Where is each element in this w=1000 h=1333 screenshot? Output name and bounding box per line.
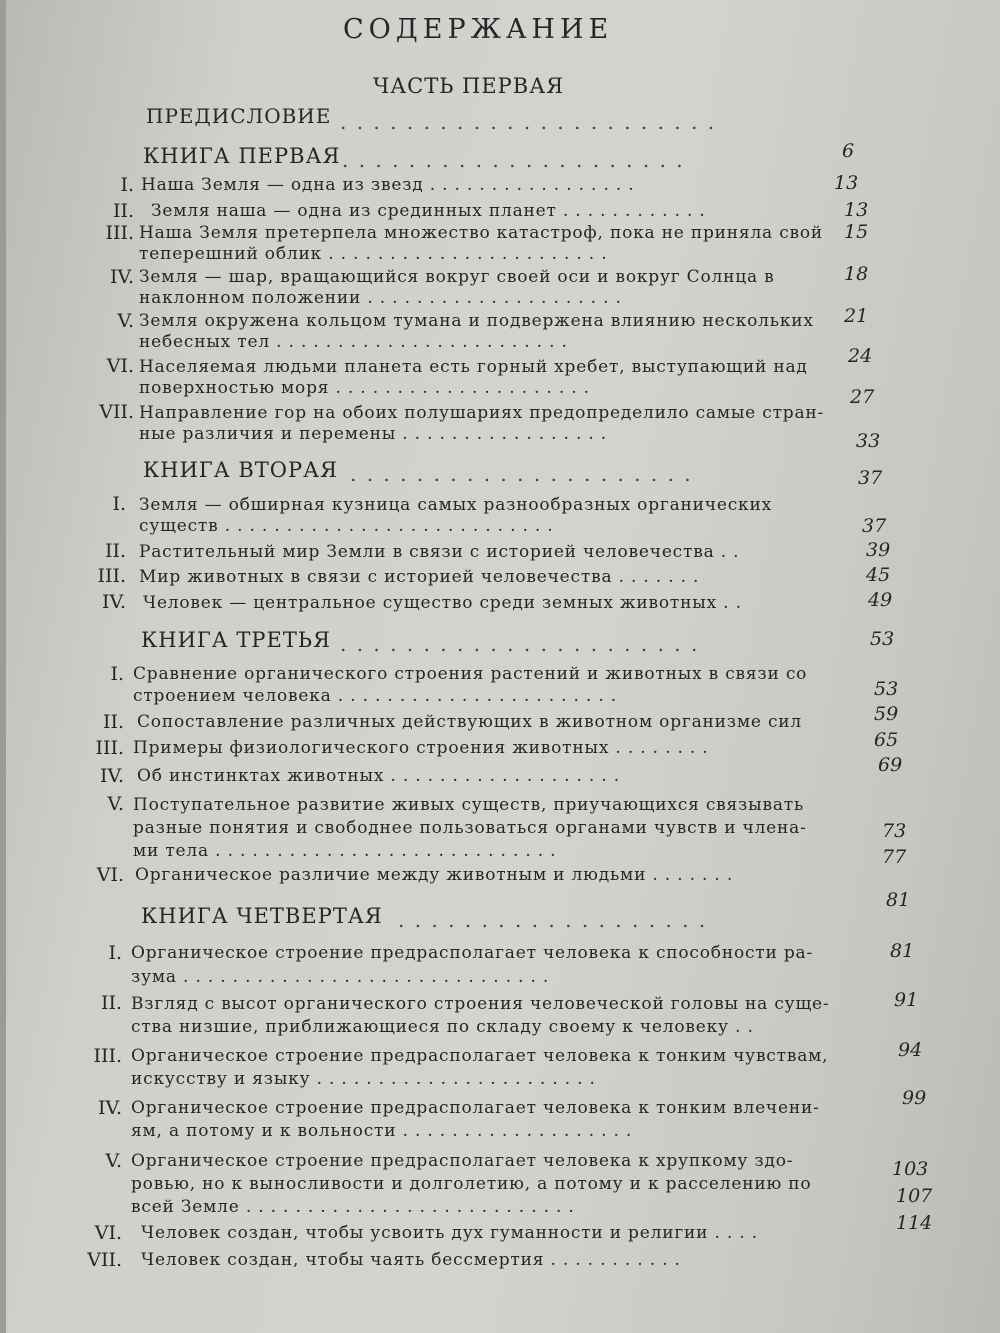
chapter-title-cont: теперешний облик . . . . . . . . . . . . . . . . . . . . . . . [139,244,608,264]
chapter-title-cont: поверхностью моря . . . . . . . . . . . . . . . . . . . . . [139,378,590,398]
chapter-title: Органическое строение предрасполагает человека к тонким чувствам, [131,1046,829,1066]
book3-heading: КНИГА ТРЕТЬЯ [141,628,331,652]
chapter-page: 45 [866,564,891,586]
book4-heading: КНИГА ЧЕТВЕРТАЯ [141,904,383,928]
chapter-page: 27 [850,386,875,408]
page-title: СОДЕРЖАНИЕ [343,14,614,45]
chapter-page: 24 [848,345,873,367]
chapter-page: 99 [902,1087,927,1109]
chapter-number: IV. [110,266,134,288]
chapter-number: I. [120,174,134,196]
chapter-title: Мир животных в связи с историей человечества . . . . . . . [139,567,700,587]
page-edge-shadow [0,0,6,1333]
chapter-title: Человек создан, чтобы чаять бессмертия . . . . . . . . . . . [141,1250,681,1270]
chapter-number: VI. [106,355,134,377]
chapter-title: Растительный мир Земли в связи с историей человечества . . [139,542,740,562]
chapter-page: 69 [878,754,903,776]
preface-leader: . . . . . . . . . . . . . . . . . . . . . . . [340,110,717,134]
chapter-number: VII. [87,1249,122,1271]
chapter-page: 65 [874,729,899,751]
chapter-number: IV. [102,591,126,613]
chapter-page: 94 [898,1039,923,1061]
chapter-title-cont: разные понятия и свободнее пользоваться органами чувств и члена- [133,818,807,838]
chapter-page: 15 [844,221,869,243]
chapter-title: Земля — обширная кузница самых разнообразных органических [139,495,772,515]
chapter-number: V. [107,793,124,815]
book1-leader: . . . . . . . . . . . . . . . . . . . . . [342,148,685,172]
chapter-title: Наша Земля — одна из звезд . . . . . . . . . . . . . . . . . [141,175,635,195]
book2-heading: КНИГА ВТОРАЯ [143,458,339,482]
chapter-number: III. [95,737,124,759]
chapter-number: II. [100,992,122,1014]
chapter-page: 39 [866,539,891,561]
chapter-number: V. [105,1150,122,1172]
chapter-title-cont: строением человека . . . . . . . . . . . . . . . . . . . . . . . [133,686,617,706]
chapter-number: V. [117,310,134,332]
chapter-title: Сопоставление различных действующих в животном организме сил [137,712,802,732]
chapter-title-cont: искусству и языку . . . . . . . . . . . . . . . . . . . . . . . [131,1069,596,1089]
chapter-number: III. [97,565,126,587]
chapter-page: 77 [882,846,907,868]
chapter-number: III. [93,1045,122,1067]
chapter-title-cont: ные различия и перемены . . . . . . . . . . . . . . . . . [139,424,607,444]
preface-label: ПРЕДИСЛОВИЕ [146,104,332,128]
chapter-title: Наша Земля претерпела множество катастроф, пока не приняла свой [139,223,824,243]
chapter-title: Сравнение органического строения растений и животных в связи со [133,664,808,684]
chapter-title: Земля — шар, вращающийся вокруг своей оси и вокруг Солнца в [139,267,775,287]
chapter-page: 13 [834,172,859,194]
chapter-title: Об инстинктах животных . . . . . . . . . . . . . . . . . . . [137,766,620,786]
chapter-title: Человек — центральное существо среди земных животных . . [143,593,742,613]
chapter-title: Органическое строение предрасполагает человека к хрупкому здо- [131,1151,794,1171]
chapter-page: 91 [894,989,919,1011]
chapter-number: III. [105,222,134,244]
chapter-title-cont: наклонном положении . . . . . . . . . . . . . . . . . . . . . [139,288,622,308]
chapter-title-cont: ровью, но к выносливости и долголетию, а потому и к расселению по [131,1174,812,1194]
chapter-number: I. [110,663,124,685]
chapter-title-cont: ми тела . . . . . . . . . . . . . . . . . . . . . . . . . . . . [133,841,557,861]
book4-page: 81 [886,889,911,911]
book1-heading: КНИГА ПЕРВАЯ [143,144,341,168]
chapter-page: 49 [868,589,893,611]
book4-leader: . . . . . . . . . . . . . . . . . . . [398,908,708,932]
chapter-page: 37 [862,515,887,537]
chapter-page: 114 [896,1212,933,1234]
chapter-title: Направление гор на обоих полушариях предопределило самые стран- [139,403,825,423]
chapter-number: VII. [99,401,134,423]
chapter-title-cont: существ . . . . . . . . . . . . . . . . . . . . . . . . . . . [139,516,554,536]
chapter-page: 21 [844,305,869,327]
chapter-title-cont: зума . . . . . . . . . . . . . . . . . . . . . . . . . . . . . . [131,967,550,987]
chapter-number: I. [112,493,126,515]
book2-leader: . . . . . . . . . . . . . . . . . . . . . [350,462,693,486]
chapter-title: Поступательное развитие живых существ, приучающихся связывать [133,795,805,815]
chapter-number: IV. [100,765,124,787]
chapter-page: 107 [896,1185,933,1207]
chapter-title: Примеры физиологического строения животных . . . . . . . . [133,738,709,758]
chapter-number: I. [108,942,122,964]
part-heading: ЧАСТЬ ПЕРВАЯ [373,74,565,98]
chapter-title-cont: ям, а потому и к вольности . . . . . . . . . . . . . . . . . . . [131,1121,633,1141]
chapter-number: II. [102,711,124,733]
chapter-number: II. [104,540,126,562]
chapter-page: 59 [874,703,899,725]
chapter-title-cont: ства низшие, приближающиеся по складу своему к человеку . . [131,1017,754,1037]
chapter-number: VI. [96,864,124,886]
book2-page: 37 [858,467,883,489]
chapter-page: 13 [844,199,869,221]
chapter-page: 53 [874,678,899,700]
chapter-title: Органическое строение предрасполагает человека к тонким влечени- [131,1098,820,1118]
chapter-page: 103 [892,1158,929,1180]
chapter-page: 33 [856,430,881,452]
chapter-title: Взгляд с высот органического строения человеческой головы на суще- [131,994,830,1014]
chapter-number: VI. [94,1222,122,1244]
chapter-title: Земля окружена кольцом тумана и подвержена влиянию нескольких [139,311,814,331]
chapter-number: II. [112,200,134,222]
chapter-page: 73 [882,820,907,842]
book3-page: 53 [870,628,895,650]
chapter-title: Земля наша — одна из срединных планет . . . . . . . . . . . . [151,201,706,221]
chapter-title: Населяемая людьми планета есть горный хребет, выступающий над [139,357,808,377]
chapter-title-cont: всей Земле . . . . . . . . . . . . . . . . . . . . . . . . . . . [131,1197,575,1217]
book1-page: 6 [842,140,855,162]
chapter-page: 81 [890,940,915,962]
chapter-number: IV. [98,1097,122,1119]
book3-leader: . . . . . . . . . . . . . . . . . . . . . . [340,632,700,656]
chapter-title: Органическое строение предрасполагает человека к способности ра- [131,943,814,963]
chapter-title: Человек создан, чтобы усвоить дух гуманности и религии . . . . [141,1223,758,1243]
chapter-title: Органическое различие между животным и людьми . . . . . . . [135,865,734,885]
chapter-title-cont: небесных тел . . . . . . . . . . . . . . . . . . . . . . . . [139,332,568,352]
chapter-page: 18 [844,263,869,285]
